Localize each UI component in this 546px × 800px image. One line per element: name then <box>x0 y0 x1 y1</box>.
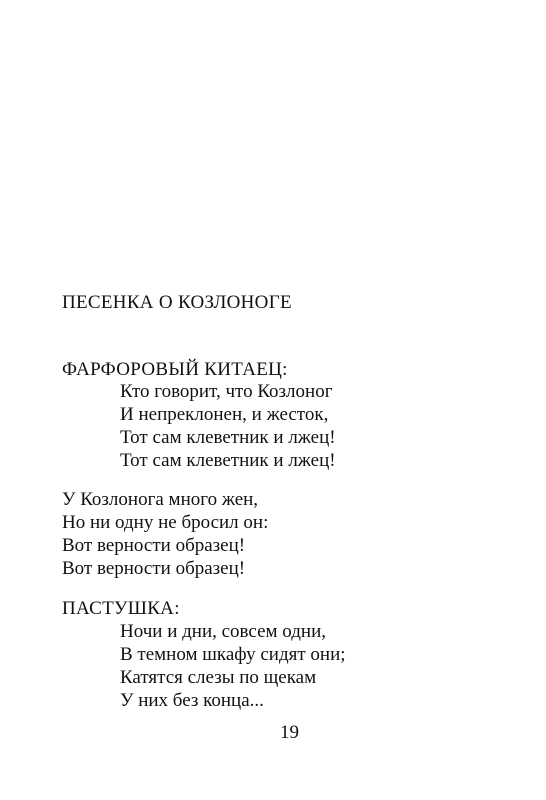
verse-line: Вот верности образец! <box>62 535 246 556</box>
verse-line: Но ни одну не бросил он: <box>62 512 269 533</box>
verse-line: Тот сам клеветник и лжец! <box>120 450 336 471</box>
verse-line: И непреклонен, и жесток, <box>120 404 329 425</box>
verse-line: Вот верности образец! <box>62 558 246 579</box>
page-number: 19 <box>280 722 299 743</box>
verse-line: Катятся слезы по щекам <box>120 667 317 688</box>
verse-line: У них без конца... <box>120 690 264 711</box>
poem-title: ПЕСЕНКА О КОЗЛОНОГЕ <box>62 292 292 313</box>
verse-line: У Козлонога много жен, <box>62 489 259 510</box>
verse-line: В темном шкафу сидят они; <box>120 644 346 665</box>
verse-line: Ночи и дни, совсем одни, <box>120 621 326 642</box>
speaker-label: ПАСТУШКА: <box>62 598 180 619</box>
speaker-label: ФАРФОРОВЫЙ КИТАЕЦ: <box>62 359 288 380</box>
verse-line: Тот сам клеветник и лжец! <box>120 427 336 448</box>
verse-line: Кто говорит, что Козлоног <box>120 381 333 402</box>
